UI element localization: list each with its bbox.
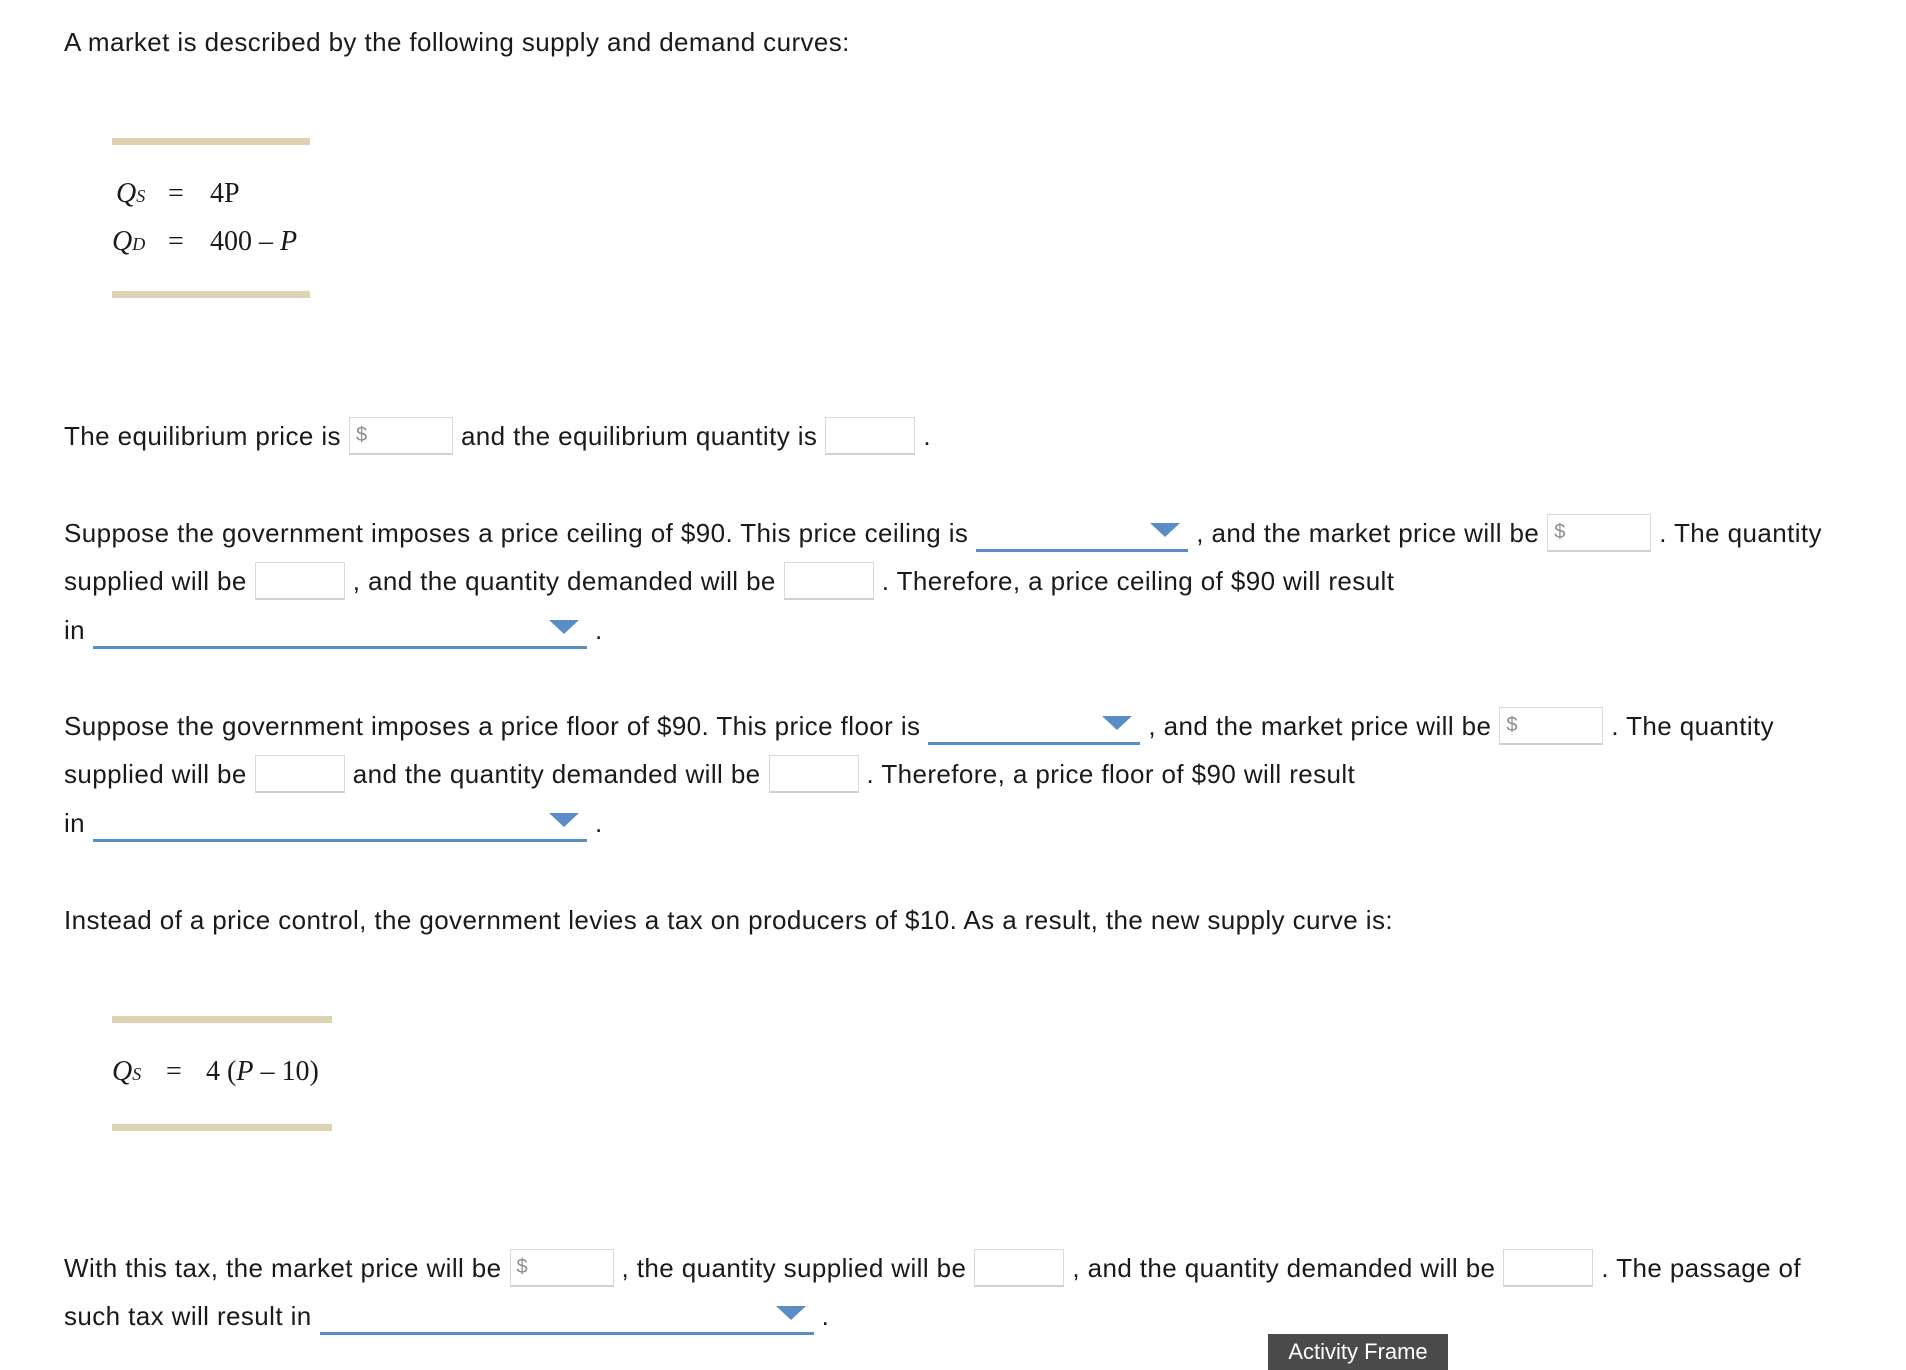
tax-line-1	[64, 1246, 1801, 1290]
ceiling-text-7: in	[64, 614, 86, 645]
ceiling-text-2: , and the market price will be	[1196, 517, 1540, 548]
ceiling-line-2	[64, 559, 1394, 603]
equilibrium-quantity-input[interactable]	[825, 417, 915, 455]
chevron-down-icon	[776, 1306, 806, 1320]
ceiling-text-8: .	[595, 614, 603, 645]
ceiling-line-1	[64, 511, 1822, 555]
tax-text-5: such tax will result in	[64, 1300, 312, 1331]
equation-top-rule	[112, 1016, 332, 1023]
currency-symbol: $	[1506, 714, 1518, 736]
tax-text-1: With this tax, the market price will be	[64, 1252, 502, 1283]
chevron-down-icon	[1150, 523, 1180, 537]
equilibrium-prefix: The equilibrium price is	[64, 420, 341, 451]
floor-text-2: , and the market price will be	[1148, 710, 1492, 741]
floor-text-8: .	[595, 807, 603, 838]
tax-text-6: .	[821, 1300, 830, 1331]
equation-bottom-rule	[112, 291, 310, 298]
currency-symbol: $	[355, 424, 368, 446]
equation-block-supply-demand	[112, 138, 310, 298]
equilibrium-mid: and the equilibrium quantity is	[460, 420, 818, 451]
floor-line-2	[64, 752, 1355, 796]
ceiling-quantity-demanded-input[interactable]	[784, 562, 874, 600]
tax-text-4: . The passage of	[1601, 1252, 1802, 1283]
equilibrium-price-input[interactable]	[349, 417, 453, 455]
floor-text-3: . The quantity	[1611, 710, 1775, 741]
floor-quantity-demanded-input[interactable]	[769, 755, 859, 793]
intro-text	[64, 20, 850, 64]
floor-text-1: Suppose the government imposes a price floor of $90. This price floor is	[64, 710, 921, 741]
floor-binding-dropdown[interactable]	[928, 707, 1140, 745]
ceiling-result-dropdown[interactable]	[93, 611, 587, 649]
ceiling-line-3	[64, 608, 603, 652]
demand-equation: QD = 400 – P	[112, 226, 298, 257]
ceiling-text-4: supplied will be	[64, 565, 247, 596]
equation-bottom-rule	[112, 1124, 332, 1131]
ceiling-text-5: , and the quantity demanded will be	[352, 565, 776, 596]
ceiling-text-3: . The quantity	[1659, 517, 1822, 548]
ceiling-text-1: Suppose the government imposes a price ceiling of $90. This price ceiling is	[64, 517, 969, 548]
tax-text-2: , the quantity supplied will be	[621, 1252, 967, 1283]
ceiling-market-price-input[interactable]	[1547, 514, 1651, 552]
tax-result-dropdown[interactable]	[320, 1297, 814, 1335]
floor-line-3	[64, 801, 603, 845]
tax-market-price-input[interactable]	[510, 1249, 614, 1287]
tax-intro-text: Instead of a price control, the government levies a tax on producers of $10. As a result, the new supply curve is:	[64, 904, 1393, 935]
tax-supply-equation: QS = 4 (P – 10)	[112, 1056, 319, 1087]
currency-symbol: $	[1554, 521, 1566, 543]
ceiling-binding-dropdown[interactable]	[976, 514, 1188, 552]
tax-text-3: , and the quantity demanded will be	[1072, 1252, 1496, 1283]
floor-text-6: . Therefore, a price floor of $90 will result	[866, 758, 1356, 789]
activity-frame-label: Activity Frame	[1268, 1334, 1448, 1370]
equilibrium-line	[64, 414, 931, 458]
floor-text-4: supplied will be	[64, 758, 247, 789]
floor-text-7: in	[64, 807, 86, 838]
floor-text-5: and the quantity demanded will be	[352, 758, 761, 789]
chevron-down-icon	[1102, 716, 1132, 730]
tax-line-2	[64, 1294, 829, 1338]
ceiling-quantity-supplied-input[interactable]	[255, 562, 345, 600]
equation-top-rule	[112, 138, 310, 145]
floor-market-price-input[interactable]	[1499, 707, 1603, 745]
ceiling-text-6: . Therefore, a price ceiling of $90 will result	[881, 565, 1395, 596]
equilibrium-suffix: .	[923, 420, 931, 451]
tax-quantity-demanded-input[interactable]	[1503, 1249, 1593, 1287]
floor-quantity-supplied-input[interactable]	[255, 755, 345, 793]
floor-result-dropdown[interactable]	[93, 804, 587, 842]
equation-block-tax-supply	[112, 1016, 332, 1132]
chevron-down-icon	[549, 620, 579, 634]
currency-symbol: $	[516, 1256, 529, 1278]
intro-label: A market is described by the following supply and demand curves:	[64, 26, 850, 57]
chevron-down-icon	[549, 813, 579, 827]
tax-quantity-supplied-input[interactable]	[974, 1249, 1064, 1287]
floor-line-1	[64, 704, 1774, 748]
supply-equation: QS = 4P	[116, 178, 240, 209]
tax-intro-line	[64, 898, 1393, 942]
